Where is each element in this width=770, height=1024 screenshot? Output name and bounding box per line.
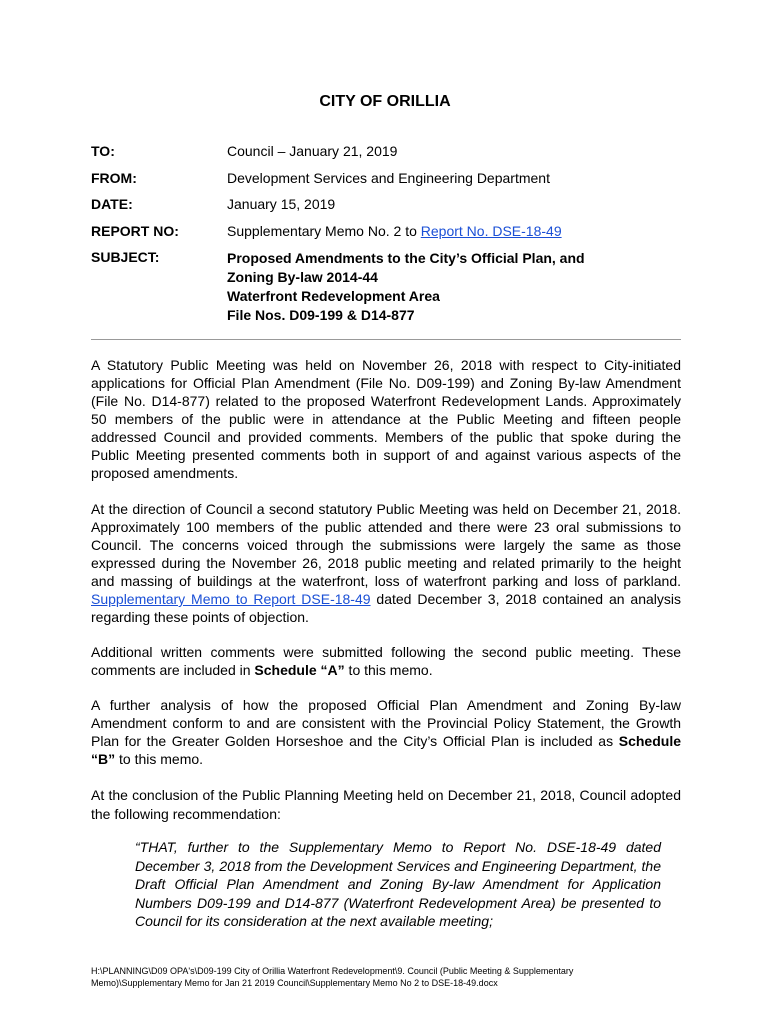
paragraph-4-text: [91, 696, 681, 768]
paragraph-3-text-b: to this memo.: [344, 662, 433, 678]
subject-label: SUBJECT:: [91, 249, 160, 265]
paragraph-5-text: At the conclusion of the Public Planning Meeting held on December 21, 2018, Council adopted the following recommendation:: [91, 787, 681, 822]
header-divider: [91, 339, 681, 340]
subject-line: Waterfront Redevelopment Area: [227, 288, 440, 304]
subject-line: Zoning By-law 2014-44: [227, 269, 378, 285]
paragraph-3: [91, 643, 681, 679]
paragraph-2: [91, 500, 681, 626]
paragraph-5: [91, 786, 681, 824]
report-label: REPORT NO:: [91, 223, 179, 239]
date-value: January 15, 2019: [227, 196, 336, 212]
date-label: DATE:: [91, 196, 133, 212]
recommendation-quote: “THAT, further to the Supplementary Memo to Report No. DSE-18-49 dated December 3, 2018 from the Development Services and Engineering Department, the Draft Official Plan Amendment and Zoning By-law Amendment for Application Numbers D09-199 and D14-877 (Waterfront Redevelopment Area) be presented to Council for its consideration at the next available meeting;: [135, 839, 661, 929]
to-label: TO:: [91, 143, 115, 159]
paragraph-2-text-a: At the direction of Council a second statutory Public Meeting was held on December 21, 2018. Approximately 100 members of the public attended and there were 23 oral submissions to Council. The concerns voiced through the submissions were largely the same as those expressed during the November 26, 2018 public meeting and related primarily to the height and massing of buildings at the waterfront, loss of waterfront parking and loss of parkland.: [91, 501, 681, 589]
paragraph-1-text: A Statutory Public Meeting was held on November 26, 2018 with respect to City-initiated applications for Official Plan Amendment (File No. D09-199) and Zoning By-law Amendment (File No. D14-877) related to the proposed Waterfront Redevelopment Lands. Approximately 50 members of the public were in attendance at the Public Meeting and fifteen people addressed Council and provided comments. Members of the public that spoke during the Public Meeting presented comments both in support of and against various aspects of the proposed amendments.: [91, 357, 681, 481]
paragraph-4-text-b: to this memo.: [115, 751, 204, 767]
footer-line: H:\PLANNING\D09 OPA's\D09-199 City of Orillia Waterfront Redevelopment\9. Council (Public Meeting & Supplementary: [91, 966, 574, 976]
paragraph-2-text: [91, 500, 681, 626]
from-value: Development Services and Engineering Department: [227, 170, 550, 186]
supplementary-memo-link[interactable]: Supplementary Memo to Report DSE-18-49: [91, 591, 371, 607]
report-link[interactable]: Report No. DSE-18-49: [420, 223, 562, 239]
schedule-a-ref: Schedule “A”: [254, 662, 345, 678]
subject-value: [227, 249, 687, 325]
report-value: [227, 223, 687, 239]
subject-line: File Nos. D09-199 & D14-877: [227, 307, 415, 323]
from-label: FROM:: [91, 170, 137, 186]
footer-line: Memo)\Supplementary Memo for Jan 21 2019 Council\Supplementary Memo No 2 to DSE-18-49.docx: [91, 978, 498, 988]
paragraph-3-text: [91, 643, 681, 679]
paragraph-2-text-b: dated December 3, 2018 contained an analysis regarding these points of objection.: [91, 591, 682, 625]
page-title: CITY OF ORILLIA: [319, 93, 451, 110]
paragraph-4: [91, 696, 681, 768]
to-value: Council – January 21, 2019: [227, 143, 398, 159]
schedule-b-ref: Schedule “B”: [91, 733, 681, 767]
subject-line: Proposed Amendments to the City’s Official Plan, and: [227, 250, 585, 266]
paragraph-4-text-a: A further analysis of how the proposed Official Plan Amendment and Zoning By-law Amendment conform to and are consistent with the Provincial Policy Statement, the Growth Plan for the Greater Golden Horseshoe and the City’s Official Plan is included as: [91, 697, 681, 749]
paragraph-1: [91, 356, 681, 482]
paragraph-3-text-a: Additional written comments were submitted following the second public meeting. These comments are included in: [91, 644, 681, 678]
report-prefix: Supplementary Memo No. 2 to: [227, 223, 421, 239]
file-path-footer: [91, 965, 681, 989]
